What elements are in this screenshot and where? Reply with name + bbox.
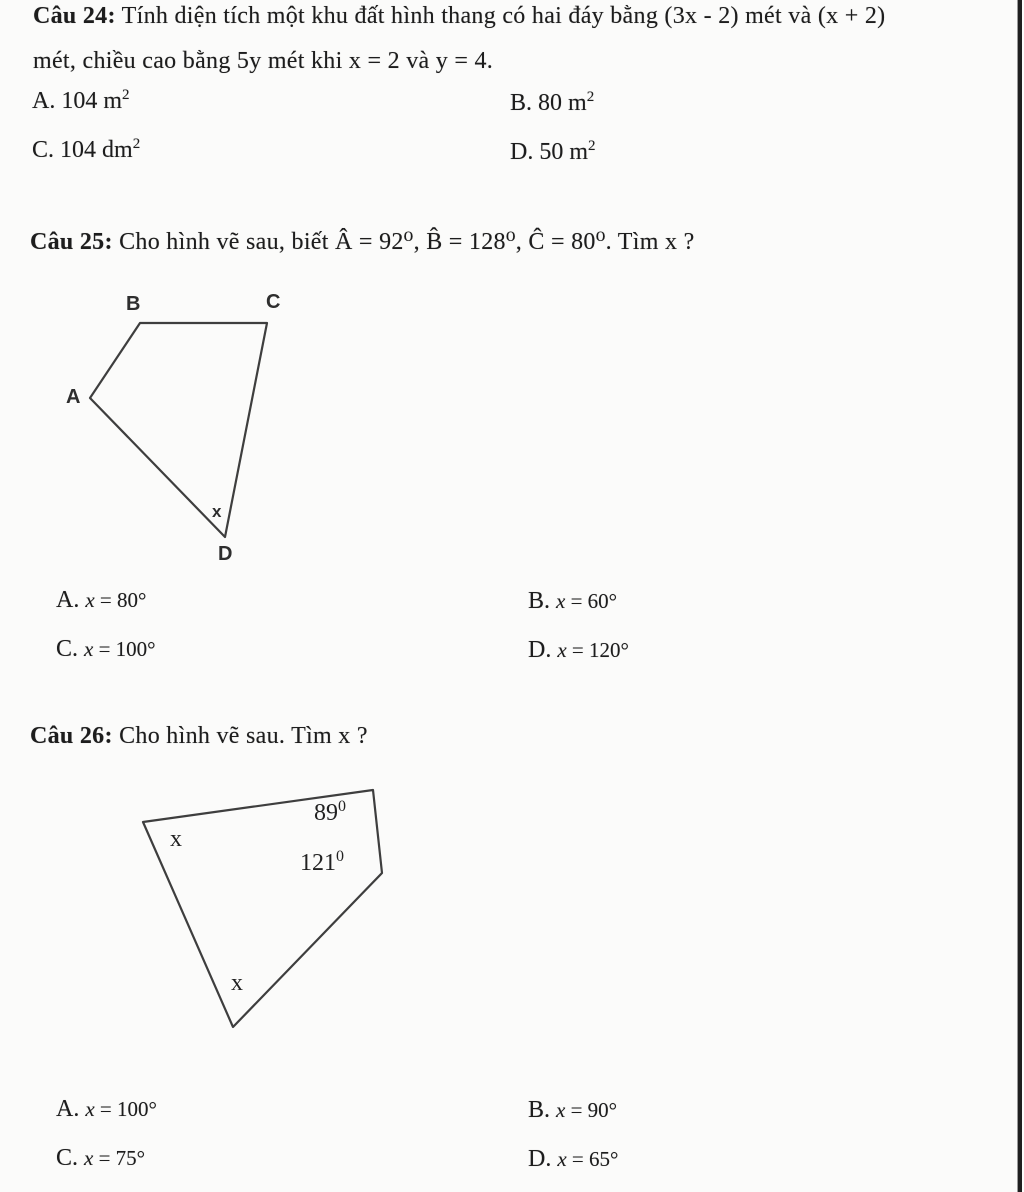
q24-option-b-sup: 2 <box>586 89 595 105</box>
q26-figure-quadrilateral <box>126 778 416 1042</box>
q26-stem <box>30 723 368 750</box>
q25-option-d-key: D. <box>528 637 552 663</box>
q26-option-a-value: x = 100° <box>85 1097 157 1121</box>
q24-option-c <box>32 137 140 164</box>
q25-option-b-key: B. <box>528 588 551 614</box>
q25-option-a-value: x = 80° <box>85 588 147 612</box>
q24-number: Câu 24: <box>33 3 116 29</box>
q25-option-d-value: x = 120° <box>557 638 629 662</box>
q25-option-b <box>528 588 617 615</box>
q24-option-b-text: 80 m <box>538 90 587 116</box>
q26-option-b-key: B. <box>528 1097 551 1123</box>
q25-figure-quadrilateral-abcd <box>58 283 298 583</box>
q26-angle-label-121: $121^0$ <box>300 848 344 876</box>
q25-quadrilateral-outline <box>90 323 267 537</box>
q26-angle-label-top-left-x: x <box>170 826 182 852</box>
q26-stem-text: Cho hình vẽ sau. Tìm x ? <box>119 723 368 749</box>
q25-option-a <box>56 587 146 614</box>
q26-option-c-value: x = 75° <box>84 1146 146 1170</box>
q26-number: Câu 26: <box>30 723 113 749</box>
q24-option-a-text: 104 m <box>61 88 123 114</box>
q24-stem-line1 <box>33 3 885 30</box>
q24-option-c-text: 104 dm <box>60 137 133 163</box>
q26-option-b-value: x = 90° <box>556 1098 618 1122</box>
q25-option-c-key: C. <box>56 636 79 662</box>
q25-option-c-value: x = 100° <box>84 637 156 661</box>
q26-angle-label-89: $89^0$ <box>314 798 346 826</box>
q25-number: Câu 25: <box>30 229 113 255</box>
q26-option-c <box>56 1145 145 1172</box>
q24-option-d-sup: 2 <box>588 138 596 154</box>
q25-option-a-key: A. <box>56 587 80 613</box>
q24-option-c-key: C. <box>32 137 55 163</box>
q24-option-a-sup: 2 <box>122 87 130 103</box>
q24-option-a <box>32 88 130 115</box>
q25-stem <box>30 227 695 256</box>
q26-option-d-key: D. <box>528 1146 552 1172</box>
q26-angle-label-bottom-x: x <box>231 970 243 996</box>
q24-option-a-key: A. <box>32 88 56 114</box>
q24-stem-text-2: mét, chiều cao bằng 5y mét khi x = 2 và y = 4. <box>33 48 494 74</box>
q25-vertex-label-d: D <box>218 543 233 565</box>
q26-option-d-value: x = 65° <box>557 1147 619 1171</box>
q24-stem-text-1: Tính diện tích một khu đất hình thang có hai đáy bằng (3x - 2) mét và (x + 2) <box>121 3 886 29</box>
q25-vertex-label-c: C <box>266 291 281 313</box>
q25-vertex-label-a: A <box>66 386 81 408</box>
q26-option-c-key: C. <box>56 1145 79 1171</box>
q26-option-b <box>528 1097 617 1124</box>
q25-vertex-label-b: B <box>126 293 141 315</box>
q24-option-c-sup: 2 <box>132 136 141 152</box>
q24-option-d-key: D. <box>510 139 534 165</box>
q24-stem-line2 <box>33 48 493 75</box>
q24-option-b-key: B. <box>510 90 533 116</box>
q25-option-d <box>528 637 629 664</box>
q24-option-d-text: 50 m <box>539 139 589 165</box>
q25-angle-label-x: x <box>212 502 222 521</box>
q25-stem-text: Cho hình vẽ sau, biết Â = 92⁰, B̂ = 128⁰, Ĉ = 80⁰. Tìm x ? <box>119 229 695 255</box>
page-right-border <box>1017 0 1022 1192</box>
q24-option-d <box>510 139 596 166</box>
q26-option-a <box>56 1096 157 1123</box>
q24-option-b <box>510 90 594 117</box>
q25-option-c <box>56 636 156 663</box>
q26-option-a-key: A. <box>56 1096 80 1122</box>
q25-option-b-value: x = 60° <box>556 589 618 613</box>
q26-option-d <box>528 1146 618 1173</box>
